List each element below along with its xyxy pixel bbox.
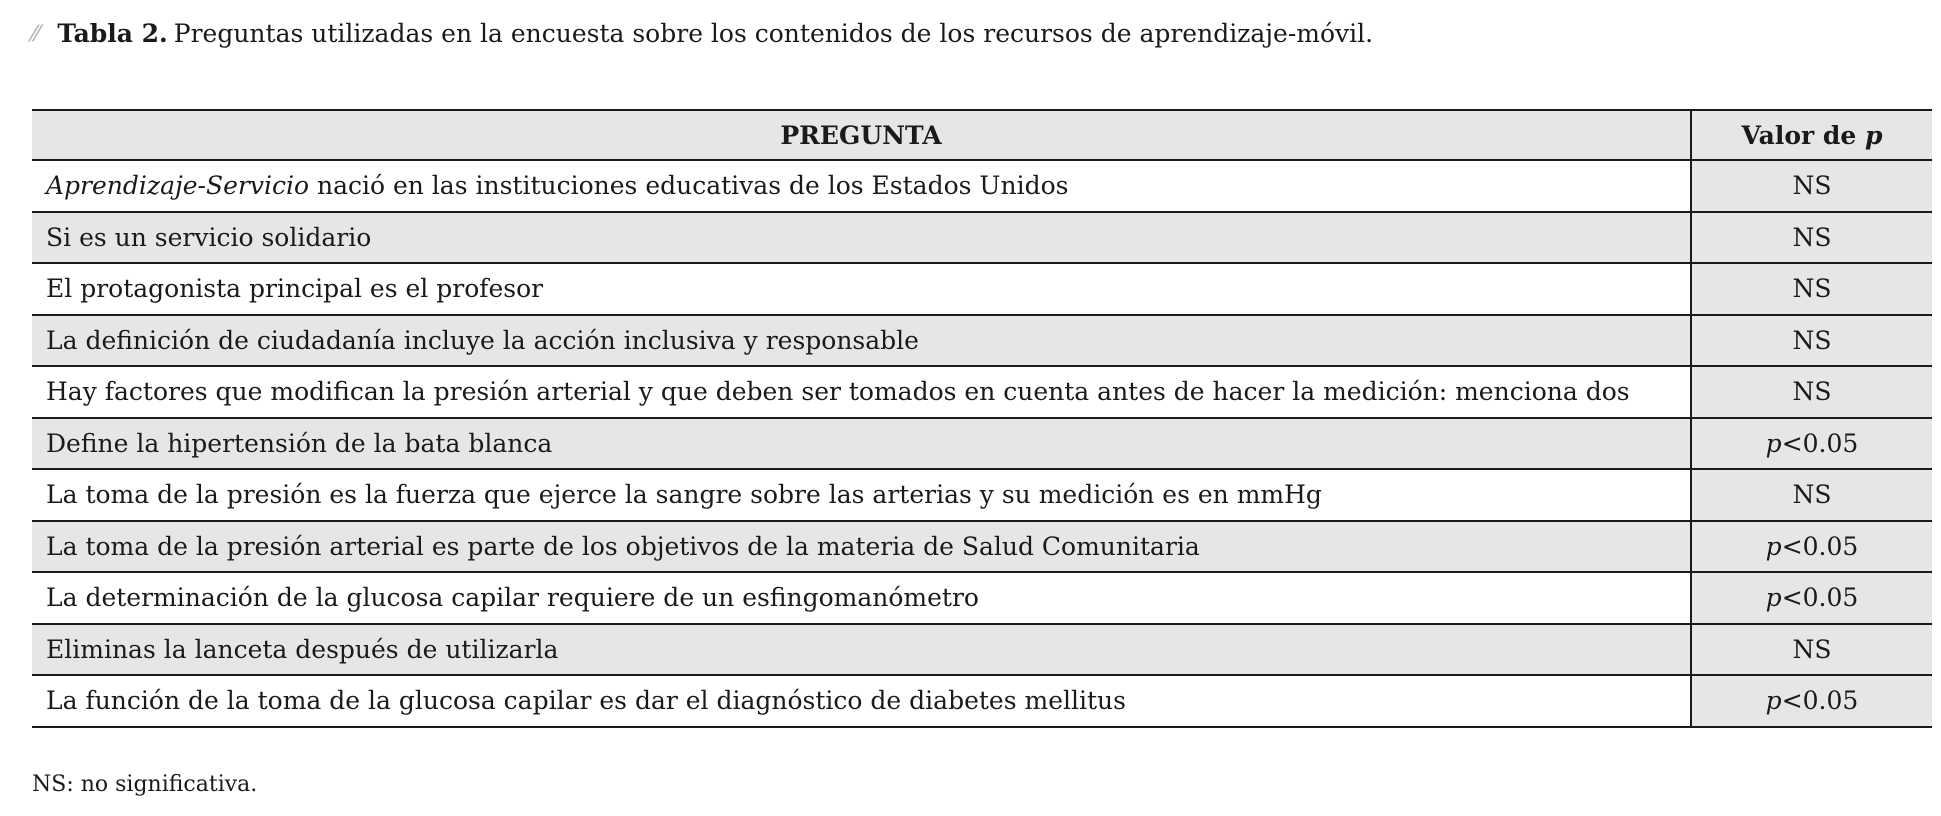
pvalue-cell [1691, 366, 1932, 418]
caption-text: Preguntas utilizadas en la encuesta sobre los contenidos de los recursos de aprendizaje-móvil. [173, 19, 1374, 48]
question-cell [32, 315, 1691, 367]
table-row [32, 212, 1932, 264]
pvalue-cell [1691, 624, 1932, 676]
question-text: La determinación de la glucosa capilar requiere de un esfingomanómetro [46, 583, 979, 613]
pvalue-cell [1691, 675, 1932, 727]
question-cell [32, 521, 1691, 573]
question-cell [32, 675, 1691, 727]
question-cell [32, 366, 1691, 418]
question-text: Si es un servicio solidario [46, 222, 372, 252]
pvalue-cell [1691, 212, 1932, 264]
question-text: Hay factores que modifican la presión arterial y que deben ser tomados en cuenta antes de hacer la medición: menciona dos [46, 377, 1630, 407]
pvalue-text: <0.05 [1781, 583, 1859, 613]
question-italic: Aprendizaje-Servicio [46, 171, 310, 201]
header-pvalue [1691, 110, 1932, 160]
pvalue-text: <0.05 [1781, 428, 1859, 458]
pvalue-cell [1691, 418, 1932, 470]
table-row [32, 315, 1932, 367]
question-text: El protagonista principal es el profesor [46, 274, 544, 304]
question-cell [32, 263, 1691, 315]
caption-marker-icon: ⁄⁄ [32, 21, 40, 47]
header-pvalue-var: p [1864, 120, 1883, 150]
pvalue-text: <0.05 [1781, 531, 1859, 561]
pvalue-text: NS [1792, 171, 1832, 201]
table-row [32, 624, 1932, 676]
table-row [32, 521, 1932, 573]
pvalue-text: NS [1792, 634, 1832, 664]
pvalue-cell [1691, 572, 1932, 624]
table-row [32, 418, 1932, 470]
question-cell [32, 469, 1691, 521]
question-cell [32, 572, 1691, 624]
pvalue-cell [1691, 521, 1932, 573]
header-question: PREGUNTA [32, 110, 1691, 160]
table-row [32, 263, 1932, 315]
pvalue-var: p [1765, 686, 1782, 716]
table-row [32, 160, 1932, 212]
question-text: La toma de la presión arterial es parte de los objetivos de la materia de Salud Comunitaria [46, 531, 1200, 561]
pvalue-text: NS [1792, 222, 1832, 252]
question-text: Eliminas la lanceta después de utilizarla [46, 634, 559, 664]
pvalue-text: NS [1792, 274, 1832, 304]
table-header-row [32, 110, 1932, 160]
table-caption [32, 14, 1373, 54]
question-cell [32, 418, 1691, 470]
pvalue-var: p [1765, 428, 1782, 458]
pvalue-cell [1691, 315, 1932, 367]
question-text: Define la hipertensión de la bata blanca [46, 428, 553, 458]
pvalue-var: p [1765, 583, 1782, 613]
pvalue-cell [1691, 469, 1932, 521]
pvalue-var: p [1765, 531, 1782, 561]
table-row [32, 675, 1932, 727]
pvalue-text: NS [1792, 480, 1832, 510]
caption-label: Tabla 2. [57, 19, 168, 48]
survey-questions-table [32, 109, 1932, 728]
question-text: nació en las instituciones educativas de los Estados Unidos [309, 171, 1069, 201]
table-footnote: NS: no significativa. [32, 772, 258, 797]
pvalue-text: <0.05 [1781, 686, 1859, 716]
table-row [32, 572, 1932, 624]
table-row [32, 366, 1932, 418]
question-cell [32, 160, 1691, 212]
table-row [32, 469, 1932, 521]
question-cell [32, 624, 1691, 676]
pvalue-cell [1691, 160, 1932, 212]
question-cell [32, 212, 1691, 264]
question-text: La toma de la presión es la fuerza que ejerce la sangre sobre las arterias y su medición es en mmHg [46, 480, 1322, 510]
question-text: La función de la toma de la glucosa capilar es dar el diagnóstico de diabetes mellitus [46, 686, 1126, 716]
header-pvalue-prefix: Valor de [1741, 120, 1857, 150]
pvalue-text: NS [1792, 377, 1832, 407]
pvalue-text: NS [1792, 325, 1832, 355]
question-text: La definición de ciudadanía incluye la acción inclusiva y responsable [46, 325, 919, 355]
pvalue-cell [1691, 263, 1932, 315]
